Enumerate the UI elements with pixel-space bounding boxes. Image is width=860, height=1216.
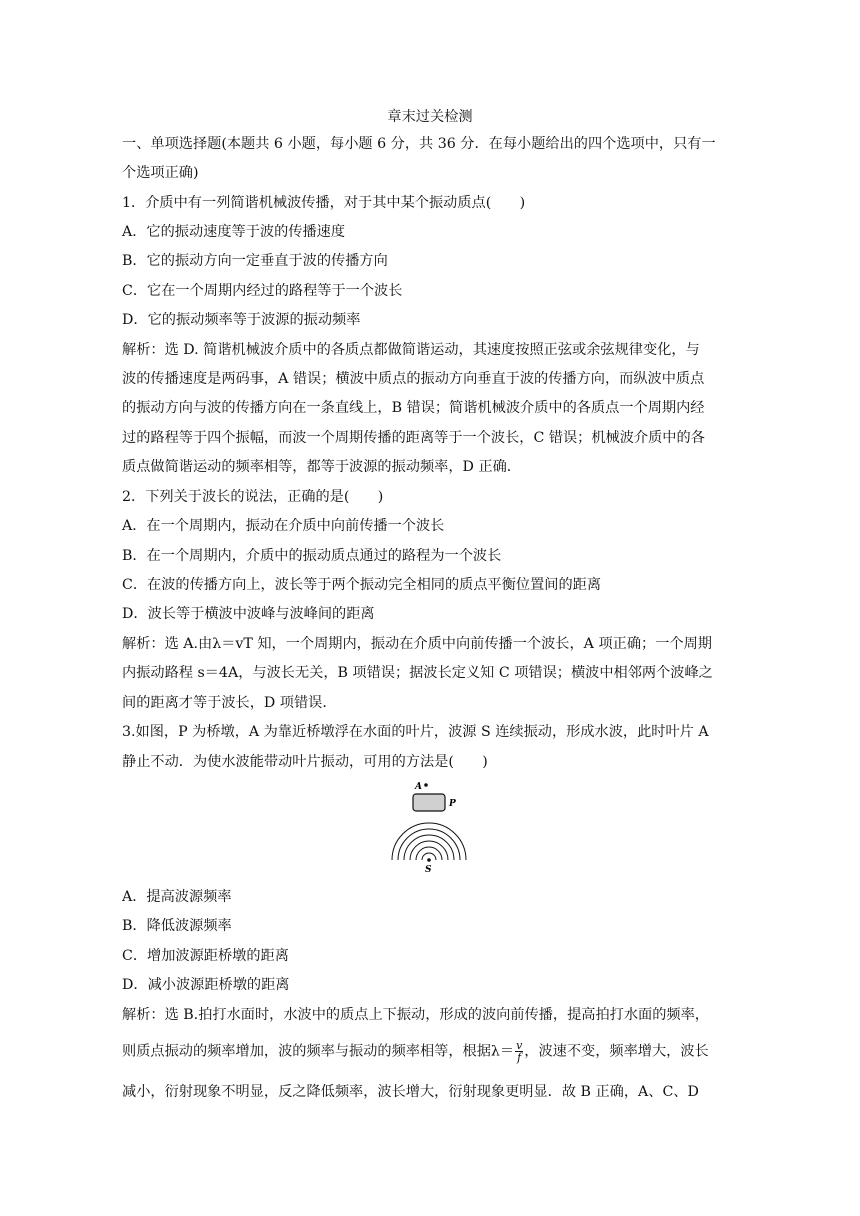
question-3: 3.如图，P 为桥墩，A 为靠近桥墩浮在水面的叶片，波源 S 连续振动，形成水波，此时叶片 A (122, 724, 709, 740)
analysis-2-line: 解析：选 A.由λ＝vT 知，一个周期内，振动在介质中向前传播一个波长，A 项正确；一个周期 (122, 636, 712, 652)
analysis-3-line: 减小，衍射现象不明显，反之降低频率，波长增大，衍射现象更明显．故 B 正确，A、C、D (122, 1084, 699, 1100)
label-a: A (415, 782, 422, 792)
option-1c: C．它在一个周期内经过的路程等于一个波长 (122, 283, 403, 299)
fraction-denominator: f (517, 1051, 522, 1064)
label-s: S (425, 865, 432, 874)
page-title: 章末过关检测 (387, 109, 473, 125)
analysis-2-line: 间的距离才等于波长，D 项错误． (122, 695, 337, 711)
fraction-numerator: v (516, 1039, 523, 1052)
option-2b: B．在一个周期内，介质中的振动质点通过的路程为一个波长 (122, 548, 502, 564)
section-heading-cont: 个选项正确) (122, 165, 199, 181)
analysis-3-text-before: 则质点振动的频率增加，波的频率与振动的频率相等，根据λ＝ (122, 1043, 515, 1060)
option-3c: C．增加波源距桥墩的距离 (122, 948, 289, 964)
bridge-pier-wave-figure (385, 782, 475, 874)
option-2c: C．在波的传播方向上，波长等于两个振动完全相同的质点平衡位置间的距离 (122, 577, 602, 593)
wavelength-fraction (515, 1040, 523, 1063)
analysis-1-line: 解析：选 D. 简谐机械波介质中的各质点都做简谐运动，其速度按照正弦或余弦规律变化，与 (122, 342, 700, 358)
bridge-pier-p (413, 794, 445, 811)
analysis-3-text-after: ，波速不变，频率增大，波长 (524, 1043, 709, 1060)
analysis-1-line: 的振动方向与波的传播方向在一条直线上，B 错误；简谐机械波介质中的各质点一个周期内经 (122, 400, 705, 416)
option-3b: B．降低波源频率 (122, 918, 232, 934)
leaf-a-dot (424, 783, 428, 787)
water-wave-arcs (392, 823, 466, 860)
analysis-3-line: 解析：选 B.拍打水面时，水波中的质点上下振动，形成的波向前传播，提高拍打水面的频率， (122, 1007, 709, 1023)
analysis-1-line: 过的路程等于四个振幅，而波一个周期传播的距离等于一个波长，C 错误；机械波介质中的各 (122, 430, 705, 446)
question-3-cont: 静止不动．为使水波能带动叶片振动，可用的方法是( ) (122, 754, 488, 770)
question-2: 2．下列关于波长的说法，正确的是( ) (122, 489, 384, 505)
section-heading: 一、单项选择题(本题共 6 小题，每小题 6 分，共 36 分．在每小题给出的四个选项中，只有一 (122, 136, 716, 152)
analysis-1-line: 质点做简谐运动的频率相等，都等于波源的振动频率，D 正确． (122, 459, 521, 475)
analysis-2-line: 内振动路程 s＝4A，与波长无关，B 项错误；据波长定义知 C 项错误；横波中相邻两个波峰之 (122, 665, 713, 681)
question-1: 1．介质中有一列简谐机械波传播，对于其中某个振动质点( ) (122, 195, 526, 211)
option-3a: A．提高波源频率 (122, 889, 232, 905)
label-p: P (449, 799, 456, 809)
wave-source-s-dot (427, 858, 431, 862)
analysis-1-line: 波的传播速度是两码事，A 错误；横波中质点的振动方向垂直于波的传播方向，而纵波中质点 (122, 371, 705, 387)
option-2d: D．波长等于横波中波峰与波峰间的距离 (122, 606, 375, 622)
option-1b: B．它的振动方向一定垂直于波的传播方向 (122, 253, 388, 269)
analysis-3-formula-line (122, 1040, 740, 1063)
option-1d: D．它的振动频率等于波源的振动频率 (122, 312, 361, 328)
option-1a: A．它的振动速度等于波的传播速度 (122, 224, 346, 240)
option-2a: A．在一个周期内，振动在介质中向前传播一个波长 (122, 518, 445, 534)
option-3d: D．减小波源距桥墩的距离 (122, 977, 290, 993)
